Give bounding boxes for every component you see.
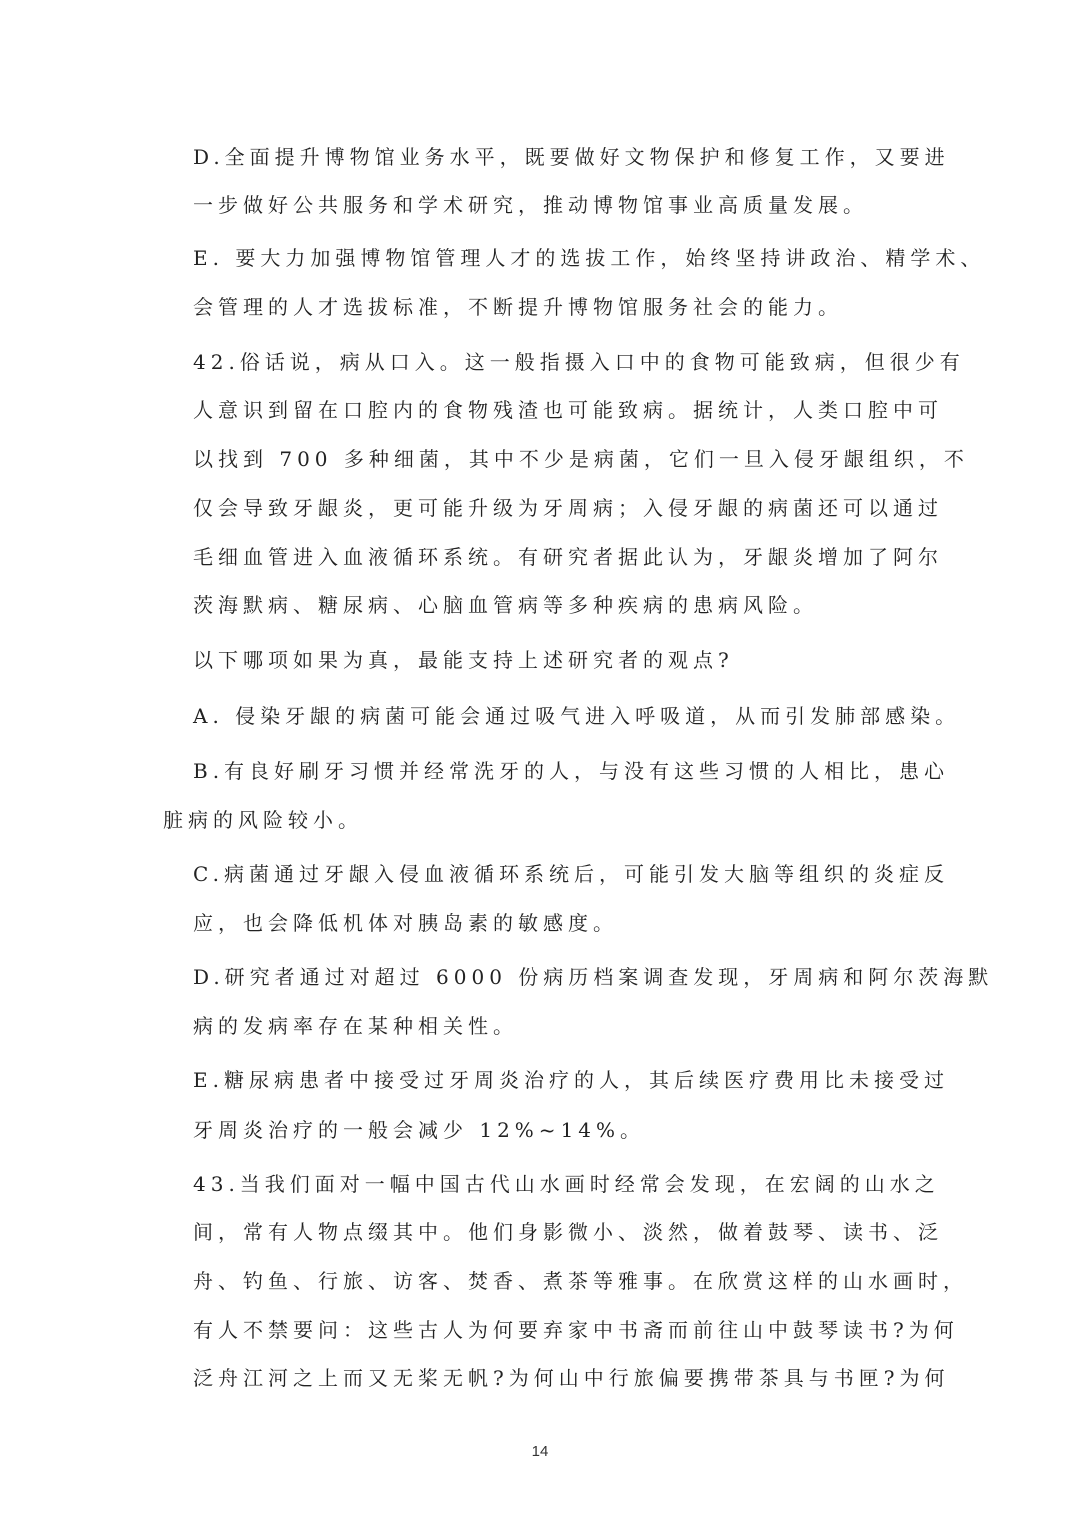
answer-e-line-2: 牙周炎治疗的一般会减少 12%~14%。 bbox=[193, 1118, 646, 1142]
option-d-line-1: D.全面提升博物馆业务水平，既要做好文物保护和修复工作，又要进 bbox=[193, 145, 950, 169]
answer-e-line-1: E.糖尿病患者中接受过牙周炎治疗的人，其后续医疗费用比未接受过 bbox=[193, 1068, 949, 1092]
question-42-line-5: 毛细血管进入血液循环系统。有研究者据此认为，牙龈炎增加了阿尔 bbox=[193, 545, 943, 569]
answer-b-line-2: 脏病的风险较小。 bbox=[163, 808, 363, 832]
answer-d-line-2: 病的发病率存在某种相关性。 bbox=[193, 1014, 518, 1038]
page-number: 14 bbox=[531, 1443, 549, 1460]
question-43-line-1: 43.当我们面对一幅中国古代山水画时经常会发现，在宏阔的山水之 bbox=[193, 1172, 940, 1196]
answer-c-line-1: C.病菌通过牙龈入侵血液循环系统后，可能引发大脑等组织的炎症反 bbox=[193, 862, 949, 886]
question-43-line-3: 舟、钓鱼、行旅、访客、焚香、煮茶等雅事。在欣赏这样的山水画时， bbox=[193, 1269, 968, 1293]
question-42-line-1: 42.俗话说，病从口入。这一般指摄入口中的食物可能致病，但很少有 bbox=[193, 350, 965, 374]
answer-b-line-1: B.有良好刷牙习惯并经常洗牙的人，与没有这些习惯的人相比，患心 bbox=[193, 759, 950, 783]
question-42-line-6: 茨海默病、糖尿病、心脑血管病等多种疾病的患病风险。 bbox=[193, 593, 818, 617]
answer-a-line-1: A. 侵染牙龈的病菌可能会通过吸气进入呼吸道，从而引发肺部感染。 bbox=[193, 704, 961, 728]
option-d-line-2: 一步做好公共服务和学术研究，推动博物馆事业高质量发展。 bbox=[193, 193, 868, 217]
question-43-line-4: 有人不禁要问：这些古人为何要弃家中书斋而前往山中鼓琴读书?为何 bbox=[193, 1318, 959, 1342]
option-e-line-1: E. 要大力加强博物馆管理人才的选拔工作，始终坚持讲政治、精学术、 bbox=[193, 246, 986, 270]
question-42-prompt: 以下哪项如果为真，最能支持上述研究者的观点? bbox=[193, 648, 734, 672]
question-42-line-4: 仅会导致牙龈炎，更可能升级为牙周病；入侵牙龈的病菌还可以通过 bbox=[193, 496, 943, 520]
question-42-line-2: 人意识到留在口腔内的食物残渣也可能致病。据统计，人类口腔中可 bbox=[193, 398, 943, 422]
answer-c-line-2: 应，也会降低机体对胰岛素的敏感度。 bbox=[193, 911, 618, 935]
question-42-line-3: 以找到 700 多种细菌，其中不少是病菌，它们一旦入侵牙龈组织，不 bbox=[193, 447, 969, 471]
answer-d-line-1: D.研究者通过对超过 6000 份病历档案调查发现，牙周病和阿尔茨海默 bbox=[193, 965, 994, 989]
option-e-line-2: 会管理的人才选拔标准，不断提升博物馆服务社会的能力。 bbox=[193, 295, 843, 319]
question-43-line-2: 间，常有人物点缀其中。他们身影微小、淡然，做着鼓琴、读书、泛 bbox=[193, 1220, 943, 1244]
question-43-line-5: 泛舟江河之上而又无桨无帆?为何山中行旅偏要携带茶具与书匣?为何 bbox=[193, 1366, 950, 1390]
